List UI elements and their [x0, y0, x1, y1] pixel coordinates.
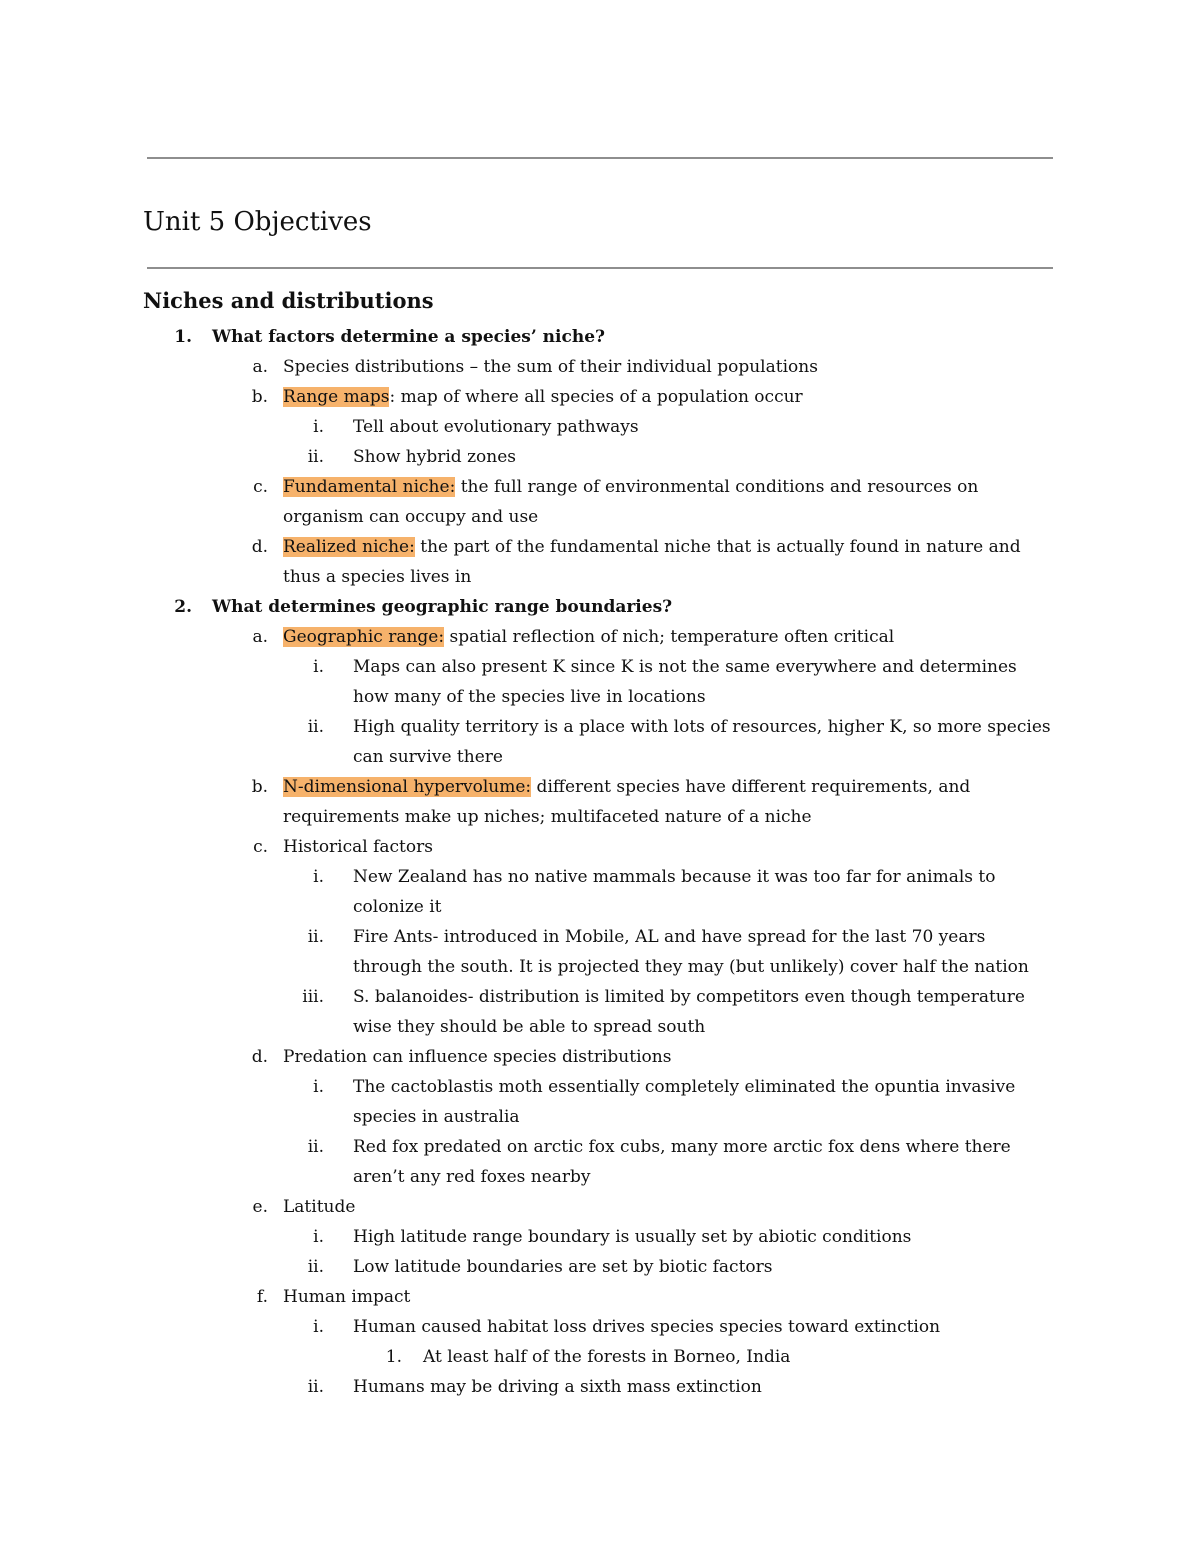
- list-item: [0, 1342, 1200, 1372]
- list-item-text: New Zealand has no native mammals because it was too far for animals to colonize it: [353, 867, 996, 917]
- list-item-text: N-dimensional hypervolume: different species have different requirements, and requirements make up niches; multifaceted nature of a niche: [283, 777, 971, 827]
- list-item-text: Range maps: map of where all species of a population occur: [283, 387, 803, 407]
- list-item: [0, 592, 1200, 622]
- list-marker: c.: [253, 477, 268, 497]
- list-item: [0, 382, 1200, 412]
- list-item-text: Humans may be driving a sixth mass extinction: [353, 1377, 762, 1397]
- list-marker: c.: [253, 837, 268, 857]
- list-item: [0, 982, 1200, 1042]
- list-marker: i.: [313, 1077, 324, 1097]
- list-marker: d.: [251, 1047, 268, 1067]
- list-marker: b.: [251, 387, 268, 407]
- list-item: [0, 442, 1200, 472]
- list-item-text: Fundamental niche: the full range of environmental conditions and resources on organism can occupy and use: [283, 477, 979, 527]
- list-item: [0, 1222, 1200, 1252]
- list-item-text: Predation can influence species distributions: [283, 1047, 672, 1067]
- list-marker: i.: [313, 1317, 324, 1337]
- list-item: [0, 1072, 1200, 1132]
- list-item: [0, 322, 1200, 352]
- list-item-text: Show hybrid zones: [353, 447, 516, 467]
- list-item-text: Human impact: [283, 1287, 411, 1307]
- list-marker: iii.: [302, 987, 324, 1007]
- list-item-text: Realized niche: the part of the fundamental niche that is actually found in nature and thus a species lives in: [283, 537, 1021, 587]
- list-item: [0, 652, 1200, 712]
- list-item: [0, 1252, 1200, 1282]
- list-item-text: S. balanoides- distribution is limited by competitors even though temperature wise they should be able to spread south: [353, 987, 1025, 1037]
- list-marker: i.: [313, 657, 324, 677]
- list-item-text: Latitude: [283, 1197, 356, 1217]
- list-item-text: What factors determine a species’ niche?: [212, 327, 605, 347]
- list-item-text: Historical factors: [283, 837, 433, 857]
- list-marker: a.: [252, 357, 268, 377]
- list-marker: ii.: [307, 1137, 324, 1157]
- list-marker: a.: [252, 627, 268, 647]
- list-marker: e.: [252, 1197, 268, 1217]
- list-item-text: Fire Ants- introduced in Mobile, AL and have spread for the last 70 years through the south. It is projected they may (but unlikely) cover half the nation: [353, 927, 1029, 977]
- objectives-outline: [0, 322, 1200, 1402]
- list-item-text: Low latitude boundaries are set by biotic factors: [353, 1257, 773, 1277]
- highlighted-term: Geographic range:: [283, 627, 445, 647]
- list-item-text: Maps can also present K since K is not the same everywhere and determines how many of the species live in locations: [353, 657, 1017, 707]
- list-item: [0, 1282, 1200, 1312]
- list-item: [0, 1042, 1200, 1072]
- list-item: [0, 712, 1200, 772]
- list-item: [0, 352, 1200, 382]
- list-item: [0, 772, 1200, 832]
- list-item: [0, 1312, 1200, 1342]
- list-item: [0, 472, 1200, 532]
- list-marker: ii.: [307, 927, 324, 947]
- list-item: [0, 922, 1200, 982]
- list-item: [0, 832, 1200, 862]
- list-marker: 1.: [385, 1347, 402, 1367]
- list-item-text: At least half of the forests in Borneo, India: [423, 1347, 791, 1367]
- list-marker: d.: [251, 537, 268, 557]
- list-marker: ii.: [307, 447, 324, 467]
- list-marker: i.: [313, 1227, 324, 1247]
- list-marker: 1.: [174, 327, 192, 347]
- list-item-text: Tell about evolutionary pathways: [353, 417, 639, 437]
- highlighted-term: Realized niche:: [283, 537, 415, 557]
- list-marker: f.: [256, 1287, 268, 1307]
- list-marker: ii.: [307, 1377, 324, 1397]
- list-item: [0, 862, 1200, 922]
- list-item-text: Species distributions – the sum of their individual populations: [283, 357, 818, 377]
- list-marker: 2.: [174, 597, 192, 617]
- list-item-text: Red fox predated on arctic fox cubs, many more arctic fox dens where there aren’t any red foxes nearby: [353, 1137, 1011, 1187]
- list-item: [0, 1132, 1200, 1192]
- highlighted-term: N-dimensional hypervolume:: [283, 777, 532, 797]
- page-title: Unit 5 Objectives: [143, 207, 372, 237]
- highlighted-term: Range maps: [283, 387, 390, 407]
- highlighted-term: Fundamental niche:: [283, 477, 456, 497]
- list-item: [0, 532, 1200, 592]
- list-item: [0, 622, 1200, 652]
- list-item: [0, 1372, 1200, 1402]
- list-item: [0, 1192, 1200, 1222]
- list-marker: ii.: [307, 1257, 324, 1277]
- list-marker: i.: [313, 867, 324, 887]
- section-heading: Niches and distributions: [143, 288, 434, 313]
- title-horizontal-rule: [147, 267, 1053, 269]
- list-item-text: High latitude range boundary is usually set by abiotic conditions: [353, 1227, 912, 1247]
- list-item: [0, 412, 1200, 442]
- list-marker: ii.: [307, 717, 324, 737]
- list-item-text: Geographic range: spatial reflection of nich; temperature often critical: [283, 627, 895, 647]
- list-marker: i.: [313, 417, 324, 437]
- list-marker: b.: [251, 777, 268, 797]
- list-item-text: The cactoblastis moth essentially completely eliminated the opuntia invasive species in australia: [353, 1077, 1016, 1127]
- list-item-text: What determines geographic range boundaries?: [212, 597, 673, 617]
- list-item-text: High quality territory is a place with lots of resources, higher K, so more species can survive there: [353, 717, 1051, 767]
- list-item-text: Human caused habitat loss drives species species toward extinction: [353, 1317, 941, 1337]
- top-horizontal-rule: [147, 157, 1053, 159]
